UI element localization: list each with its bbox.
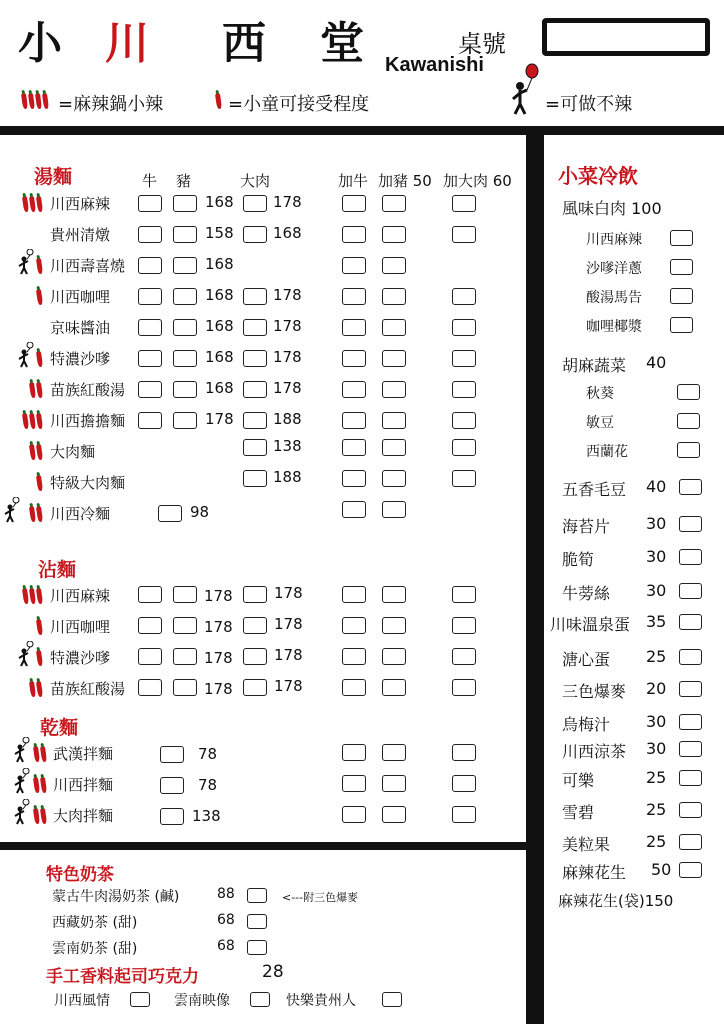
beef-checkbox[interactable]: [138, 679, 162, 696]
col-add-large: 加大肉 60: [443, 172, 512, 190]
side-item-price: 30: [646, 712, 667, 731]
chili-icon: [37, 647, 44, 666]
add-pork-checkbox[interactable]: [382, 679, 406, 696]
side-item-checkbox[interactable]: [679, 649, 702, 665]
add-beef-checkbox[interactable]: [342, 350, 366, 367]
dip-price-1: 178: [204, 587, 233, 605]
tea-item-name: 西藏奶茶 (甜): [52, 915, 138, 931]
beef-checkbox[interactable]: [138, 648, 162, 665]
side-item-checkbox[interactable]: [679, 549, 702, 565]
child-icon: [14, 737, 30, 763]
add-beef-checkbox[interactable]: [342, 586, 366, 603]
add-large-checkbox[interactable]: [452, 350, 476, 367]
side-item-name: 美粒果: [562, 835, 611, 854]
add-large-checkbox[interactable]: [452, 195, 476, 212]
chocolate-checkbox[interactable]: [130, 992, 150, 1007]
add-pork-checkbox[interactable]: [382, 412, 406, 429]
chili-icon: [34, 805, 48, 824]
add-large-checkbox[interactable]: [452, 381, 476, 398]
large-meat-checkbox[interactable]: [243, 195, 267, 212]
side-item-price: 20: [646, 679, 667, 698]
large-meat-checkbox[interactable]: [243, 319, 267, 336]
large-meat-checkbox[interactable]: [243, 679, 267, 696]
dry-item-name: 大肉拌麵: [53, 807, 114, 825]
side-item-price: 30: [646, 514, 667, 533]
legend-child-text: =小童可接受程度: [228, 94, 370, 115]
soup-price-2: 178: [273, 379, 302, 397]
add-beef-checkbox[interactable]: [342, 648, 366, 665]
chili-icon: [37, 255, 44, 274]
chocolate-checkbox[interactable]: [382, 992, 402, 1007]
side-item-name: 五香毛豆: [562, 480, 627, 499]
add-beef-checkbox[interactable]: [342, 775, 366, 792]
side-item-price: 25: [646, 647, 667, 666]
dip-item-name: 苗族紅酸湯: [50, 680, 126, 698]
add-pork-checkbox[interactable]: [382, 617, 406, 634]
pork-checkbox[interactable]: [173, 412, 197, 429]
veg-title: 胡麻蔬菜: [562, 356, 627, 375]
soup-price-2: 188: [273, 410, 302, 428]
soup-item-name: 川西麻辣: [50, 195, 111, 213]
dip-price-1: 178: [204, 618, 233, 636]
side-item-price: 40: [646, 477, 667, 496]
veg-option-checkbox[interactable]: [677, 413, 700, 429]
add-beef-checkbox[interactable]: [342, 257, 366, 274]
soup-noodles-title: 湯麵: [34, 166, 73, 188]
add-pork-checkbox[interactable]: [382, 806, 406, 823]
large-meat-checkbox[interactable]: [243, 617, 267, 634]
chili-icon: [37, 616, 44, 635]
chili-icon: [30, 678, 44, 697]
col-add-beef: 加牛: [338, 172, 369, 190]
legend-child-icon: [216, 90, 223, 109]
soup-price-1: 98: [190, 503, 210, 521]
side-item-price: 30: [646, 547, 667, 566]
side-item-checkbox[interactable]: [679, 802, 702, 818]
child-icon: [18, 249, 34, 275]
large-meat-checkbox[interactable]: [243, 470, 267, 487]
add-beef-checkbox[interactable]: [342, 501, 366, 518]
pork-option-checkbox[interactable]: [670, 230, 693, 246]
add-beef-checkbox[interactable]: [342, 288, 366, 305]
beef-checkbox[interactable]: [138, 226, 162, 243]
chili-icon: [23, 193, 44, 212]
side-item-price: 30: [646, 739, 667, 758]
add-pork-checkbox[interactable]: [382, 648, 406, 665]
beef-checkbox[interactable]: [138, 288, 162, 305]
soup-price-1: 168: [205, 317, 234, 335]
side-item-name: 溏心蛋: [562, 650, 611, 669]
add-pork-checkbox[interactable]: [382, 470, 406, 487]
child-icon: [18, 342, 34, 368]
add-beef-checkbox[interactable]: [342, 679, 366, 696]
add-pork-checkbox[interactable]: [382, 319, 406, 336]
chocolate-option: 快樂貴州人: [286, 993, 356, 1009]
side-item-checkbox[interactable]: [679, 862, 702, 878]
header-divider: [0, 126, 724, 135]
soup-price-2: 178: [273, 286, 302, 304]
dry-price: 78: [198, 776, 218, 794]
large-meat-checkbox[interactable]: [243, 381, 267, 398]
side-item-name: 牛蒡絲: [562, 584, 611, 603]
chili-icon: [30, 379, 44, 398]
pork-option: 咖哩椰漿: [586, 319, 642, 335]
soup-price-2: 188: [273, 468, 302, 486]
beef-checkbox[interactable]: [138, 350, 162, 367]
add-pork-checkbox[interactable]: [382, 439, 406, 456]
add-beef-checkbox[interactable]: [342, 226, 366, 243]
beef-checkbox[interactable]: [138, 195, 162, 212]
soup-price-1: 168: [205, 379, 234, 397]
pork-option: 酸湯馬告: [586, 290, 642, 306]
side-item-name: 海苔片: [562, 517, 611, 536]
large-meat-checkbox[interactable]: [243, 586, 267, 603]
pork-option: 川西麻辣: [586, 232, 642, 248]
pork-checkbox[interactable]: [173, 226, 197, 243]
add-beef-checkbox[interactable]: [342, 412, 366, 429]
soup-item-name: 特級大肉麵: [50, 474, 126, 492]
beef-checkbox[interactable]: [138, 617, 162, 634]
side-item-price: 30: [646, 581, 667, 600]
chili-icon: [30, 441, 44, 460]
add-pork-checkbox[interactable]: [382, 226, 406, 243]
large-meat-checkbox[interactable]: [243, 648, 267, 665]
milk-tea-note: <---附三色爆麥: [282, 891, 359, 904]
soup-price-1: 168: [205, 255, 234, 273]
dry-price: 78: [198, 745, 218, 763]
chocolate-price: 28: [262, 962, 284, 982]
table-number-label: 桌號: [458, 30, 506, 58]
beef-checkbox[interactable]: [138, 586, 162, 603]
side-item-name: 可樂: [562, 771, 595, 790]
chili-icon: [37, 472, 44, 491]
add-beef-checkbox[interactable]: [342, 195, 366, 212]
title-char-2: 川: [105, 18, 149, 69]
dip-noodles-title: 沾麵: [38, 559, 77, 581]
add-beef-checkbox[interactable]: [342, 617, 366, 634]
chocolate-option: 川西風情: [54, 993, 110, 1009]
tea-price: 68: [217, 912, 235, 928]
dry-item-name: 川西拌麵: [53, 776, 114, 794]
item-checkbox[interactable]: [160, 777, 184, 794]
child-icon: [4, 497, 20, 523]
add-pork-checkbox[interactable]: [382, 775, 406, 792]
add-large-checkbox[interactable]: [452, 412, 476, 429]
dip-item-name: 特濃沙嗲: [50, 649, 111, 667]
soup-item-name: 川西冷麵: [50, 505, 111, 523]
chili-icon: [34, 774, 48, 793]
add-pork-checkbox[interactable]: [382, 381, 406, 398]
legend-spicy-icon: [22, 90, 50, 109]
side-item-price: 25: [646, 768, 667, 787]
column-divider: [526, 135, 544, 1024]
title-char-1: 小: [18, 18, 62, 69]
chili-icon: [30, 503, 44, 522]
tea-item-name: 雲南奶茶 (甜): [52, 941, 138, 957]
side-item-name: 三色爆麥: [562, 682, 627, 701]
dip-price-2: 178: [274, 646, 303, 664]
pork-checkbox[interactable]: [173, 586, 197, 603]
dry-noodles-title: 乾麵: [40, 717, 79, 739]
side-item-checkbox[interactable]: [679, 834, 702, 850]
veg-option-checkbox[interactable]: [677, 442, 700, 458]
soup-item-name: 苗族紅酸湯: [50, 381, 126, 399]
soup-item-name: 川西咖哩: [50, 288, 111, 306]
legend-spicy-text: =麻辣鍋小辣: [58, 94, 164, 115]
chocolate-title: 手工香料起司巧克力: [46, 967, 199, 987]
side-item-name: 雪碧: [562, 803, 595, 822]
add-large-checkbox[interactable]: [452, 288, 476, 305]
side-item-name: 麻辣花生: [562, 863, 627, 882]
soup-price-2: 168: [273, 224, 302, 242]
soup-price-1: 168: [205, 286, 234, 304]
large-meat-checkbox[interactable]: [243, 226, 267, 243]
veg-option: 西蘭花: [586, 444, 628, 460]
chili-icon: [37, 348, 44, 367]
brand-english: Kawanishi: [385, 54, 484, 76]
add-beef-checkbox[interactable]: [342, 381, 366, 398]
sides-title: 小菜冷飲: [558, 164, 638, 188]
side-item-price: 25: [646, 800, 667, 819]
soup-price-1: 178: [205, 410, 234, 428]
soup-item-name: 大肉麵: [50, 443, 96, 461]
dip-price-1: 178: [204, 680, 233, 698]
soup-item-name: 貴州清燉: [50, 226, 111, 244]
dip-price-2: 178: [274, 615, 303, 633]
beef-checkbox[interactable]: [138, 257, 162, 274]
soup-price-1: 168: [205, 193, 234, 211]
side-item-name: 脆筍: [562, 550, 595, 569]
large-meat-checkbox[interactable]: [243, 288, 267, 305]
item-checkbox[interactable]: [158, 505, 182, 522]
add-large-checkbox[interactable]: [452, 679, 476, 696]
tea-checkbox[interactable]: [247, 888, 267, 903]
pork-option-checkbox[interactable]: [670, 259, 693, 275]
add-beef-checkbox[interactable]: [342, 470, 366, 487]
chili-icon: [23, 410, 44, 429]
bottom-divider: [0, 842, 526, 850]
add-large-checkbox[interactable]: [452, 586, 476, 603]
pork-option-checkbox[interactable]: [670, 288, 693, 304]
add-pork-checkbox[interactable]: [382, 350, 406, 367]
add-pork-checkbox[interactable]: [382, 257, 406, 274]
soup-item-name: 京味醬油: [50, 319, 111, 337]
add-large-checkbox[interactable]: [452, 319, 476, 336]
add-large-checkbox[interactable]: [452, 775, 476, 792]
chocolate-checkbox[interactable]: [250, 992, 270, 1007]
dip-item-name: 川西咖哩: [50, 618, 111, 636]
soup-price-2: 178: [273, 317, 302, 335]
add-large-checkbox[interactable]: [452, 744, 476, 761]
soup-item-name: 特濃沙嗲: [50, 350, 111, 368]
side-item-checkbox[interactable]: [679, 583, 702, 599]
dip-price-1: 178: [204, 649, 233, 667]
side-item-price: 50: [651, 860, 672, 879]
add-large-checkbox[interactable]: [452, 439, 476, 456]
child-icon: [14, 799, 30, 825]
soup-price-2: 138: [273, 437, 302, 455]
side-item-checkbox[interactable]: [679, 479, 702, 495]
side-item-checkbox[interactable]: [679, 614, 702, 630]
add-beef-checkbox[interactable]: [342, 806, 366, 823]
side-item-name: 烏梅汁: [562, 715, 611, 734]
item-checkbox[interactable]: [160, 746, 184, 763]
side-item-checkbox[interactable]: [679, 516, 702, 532]
side-item-checkbox[interactable]: [679, 681, 702, 697]
soup-price-1: 168: [205, 348, 234, 366]
side-item-name: 川味溫泉蛋: [550, 615, 631, 634]
dip-price-2: 178: [274, 584, 303, 602]
beef-checkbox[interactable]: [138, 319, 162, 336]
beef-checkbox[interactable]: [138, 412, 162, 429]
side-item-price: 25: [646, 832, 667, 851]
soup-price-2: 178: [273, 193, 302, 211]
dry-item-name: 武漢拌麵: [53, 745, 114, 763]
item-checkbox[interactable]: [160, 808, 184, 825]
soup-item-name: 川西壽喜燒: [50, 257, 126, 275]
side-item-checkbox[interactable]: [679, 770, 702, 786]
legend-nospice-text: =可做不辣: [545, 94, 633, 115]
pork-checkbox[interactable]: [173, 257, 197, 274]
add-large-checkbox[interactable]: [452, 617, 476, 634]
child-icon: [14, 768, 30, 794]
col-large-meat: 大肉: [240, 172, 271, 190]
side-item-price: 35: [646, 612, 667, 631]
col-beef: 牛: [142, 172, 158, 190]
dry-price: 138: [192, 807, 221, 825]
soup-price-2: 178: [273, 348, 302, 366]
milk-tea-title: 特色奶茶: [46, 865, 114, 885]
col-pork: 豬: [176, 172, 192, 190]
chocolate-option: 雲南映像: [174, 993, 230, 1009]
side-item-checkbox[interactable]: [679, 741, 702, 757]
chili-icon: [34, 743, 48, 762]
title-char-3: 西: [222, 18, 266, 69]
pork-checkbox[interactable]: [173, 381, 197, 398]
pork-checkbox[interactable]: [173, 679, 197, 696]
soup-item-name: 川西擔擔麵: [50, 412, 126, 430]
add-large-checkbox[interactable]: [452, 648, 476, 665]
tea-price: 88: [217, 886, 235, 902]
add-pork-checkbox[interactable]: [382, 501, 406, 518]
add-pork-checkbox[interactable]: [382, 744, 406, 761]
pork-option: 沙嗲洋蔥: [586, 261, 642, 277]
col-add-pork: 加豬 50: [378, 172, 432, 190]
tea-checkbox[interactable]: [247, 914, 267, 929]
veg-option-checkbox[interactable]: [677, 384, 700, 400]
large-meat-checkbox[interactable]: [243, 412, 267, 429]
add-beef-checkbox[interactable]: [342, 744, 366, 761]
balloon-person-icon: [508, 62, 542, 116]
add-beef-checkbox[interactable]: [342, 439, 366, 456]
add-pork-checkbox[interactable]: [382, 288, 406, 305]
tea-price: 68: [217, 938, 235, 954]
child-icon: [18, 641, 34, 667]
tea-item-name: 蒙古牛肉湯奶茶 (鹹): [52, 889, 180, 905]
pork-checkbox[interactable]: [173, 319, 197, 336]
chili-icon: [23, 585, 44, 604]
pork-checkbox[interactable]: [173, 288, 197, 305]
veg-price: 40: [646, 353, 667, 372]
add-large-checkbox[interactable]: [452, 470, 476, 487]
side-item-name: 川西涼茶: [562, 742, 627, 761]
pork-checkbox[interactable]: [173, 195, 197, 212]
chili-icon: [37, 286, 44, 305]
bag-peanut: 麻辣花生(袋)150: [558, 892, 674, 910]
pork-checkbox[interactable]: [173, 648, 197, 665]
tea-checkbox[interactable]: [247, 940, 267, 955]
side-item-checkbox[interactable]: [679, 714, 702, 730]
veg-option: 敏豆: [586, 415, 614, 431]
pork-checkbox[interactable]: [173, 617, 197, 634]
add-large-checkbox[interactable]: [452, 806, 476, 823]
dip-price-2: 178: [274, 677, 303, 695]
table-number-field[interactable]: [542, 18, 710, 56]
large-meat-checkbox[interactable]: [243, 439, 267, 456]
veg-option: 秋葵: [586, 386, 614, 402]
add-pork-checkbox[interactable]: [382, 195, 406, 212]
add-large-checkbox[interactable]: [452, 226, 476, 243]
title-char-4: 堂: [320, 18, 364, 69]
pork-option-checkbox[interactable]: [670, 317, 693, 333]
add-beef-checkbox[interactable]: [342, 319, 366, 336]
add-pork-checkbox[interactable]: [382, 586, 406, 603]
pork-checkbox[interactable]: [173, 350, 197, 367]
beef-checkbox[interactable]: [138, 381, 162, 398]
large-meat-checkbox[interactable]: [243, 350, 267, 367]
dip-item-name: 川西麻辣: [50, 587, 111, 605]
pork-title: 風味白肉 100: [562, 199, 662, 218]
soup-price-1: 158: [205, 224, 234, 242]
